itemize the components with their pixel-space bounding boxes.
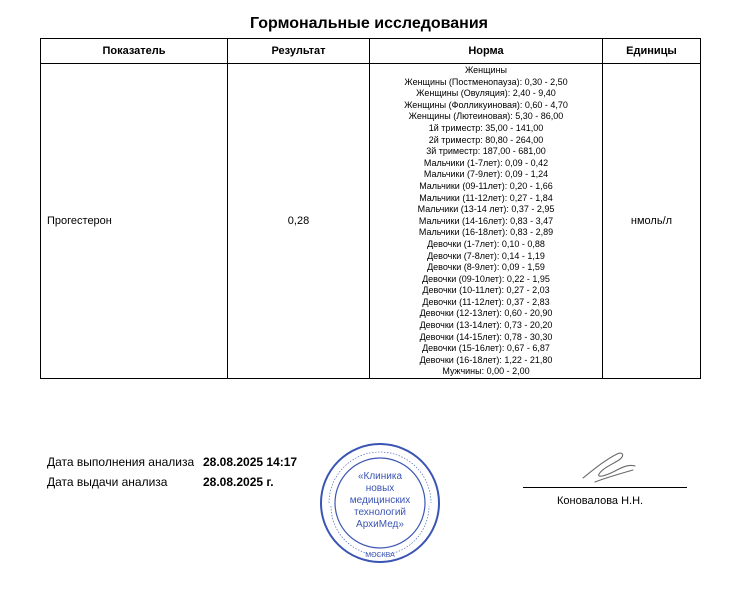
- indicator-name: Прогестерон: [41, 64, 228, 379]
- norm-line: 2й триместр: 80,80 - 264,00: [428, 134, 544, 145]
- norm-line: Мальчики (16-18лет): 0,83 - 2,89: [418, 227, 554, 238]
- norm-line: Женщины (Овуляция): 2,40 - 9,40: [416, 88, 556, 99]
- stamp-line-1: «Клиника: [357, 471, 403, 482]
- header-units: Единицы: [603, 39, 701, 64]
- completion-date-value: 28.08.2025 14:17: [203, 455, 298, 469]
- norm-line: Мальчики (09-11лет): 0,20 - 1,66: [419, 180, 553, 191]
- norm-line: 3й триместр: 187,00 - 681,00: [426, 146, 546, 157]
- stamp-line-5: АрхиМед»: [356, 519, 404, 530]
- result-value: 0,28: [228, 64, 370, 379]
- norm-line: Мальчики (7-9лет): 0,09 - 1,24: [423, 169, 549, 180]
- completion-date-label: Дата выполнения анализа: [47, 455, 195, 469]
- norm-line: Женщины (Фолликуиновая): 0,60 - 4,70: [404, 99, 568, 110]
- stamp-line-4: технологий: [353, 507, 407, 518]
- norm-line: 1й триместр: 35,00 - 141,00: [428, 122, 544, 133]
- units-value: нмоль/л: [603, 64, 701, 379]
- norm-line: Девочки (15-16лет): 0,67 - 6,87: [422, 343, 550, 354]
- norm-cell: [370, 64, 603, 379]
- header-norm: Норма: [370, 39, 603, 64]
- norm-line: Мальчики (1-7лет): 0,09 - 0,42: [423, 157, 549, 168]
- document-title: Гормональные исследования: [249, 15, 488, 32]
- issue-date-value: 28.08.2025 г.: [203, 475, 274, 489]
- header-result: Результат: [228, 39, 370, 64]
- norm-line: Девочки (13-14лет): 0,73 - 20,20: [419, 320, 553, 331]
- norm-line: Мальчики (13-14 лет): 0,37 - 2,95: [417, 204, 555, 215]
- norm-list: [370, 65, 602, 378]
- norm-line: Девочки (7-8лет): 0,14 - 1,19: [427, 250, 545, 261]
- clinic-stamp: [319, 442, 441, 564]
- stamp-city: МОСКВА: [365, 552, 395, 559]
- norm-line: Девочки (8-9лет): 0,09 - 1,59: [427, 262, 545, 273]
- norm-line: Девочки (14-15лет): 0,78 - 30,30: [419, 331, 553, 342]
- results-table: [40, 38, 701, 379]
- issue-date-label: Дата выдачи анализа: [47, 475, 168, 489]
- norm-line: Женщины (Постменопауза): 0,30 - 2,50: [404, 76, 568, 87]
- norm-line: Девочки (09-10лет): 0,22 - 1,95: [422, 273, 550, 284]
- norm-line: Мужчины: 0,00 - 2,00: [442, 366, 530, 377]
- norm-line: Мальчики (11-12лет): 0,27 - 1,84: [419, 192, 553, 203]
- norm-line: Девочки (1-7лет): 0,10 - 0,88: [427, 238, 545, 249]
- header-indicator: Показатель: [41, 39, 228, 64]
- norm-line: Девочки (11-12лет): 0,37 - 2,83: [422, 296, 550, 307]
- norm-line: Женщины: [464, 65, 508, 75]
- norm-line: Мальчики (14-16лет): 0,83 - 3,47: [418, 215, 554, 226]
- norm-line: Девочки (16-18лет): 1,22 - 21,80: [419, 354, 553, 365]
- signature: [575, 448, 640, 488]
- norm-line: Женщины (Лютеиновая): 5,30 - 86,00: [408, 111, 564, 122]
- signer-name: Коновалова Н.Н.: [557, 495, 644, 507]
- norm-line: Девочки (10-11лет): 0,27 - 2,03: [422, 285, 550, 296]
- signature-line: [523, 487, 687, 488]
- stamp-line-2: новых: [365, 483, 395, 494]
- table-row: [41, 64, 701, 379]
- table-header-row: [41, 39, 701, 64]
- norm-line: Девочки (12-13лет): 0,60 - 20,90: [419, 308, 553, 319]
- stamp-line-3: медицинских: [349, 495, 411, 506]
